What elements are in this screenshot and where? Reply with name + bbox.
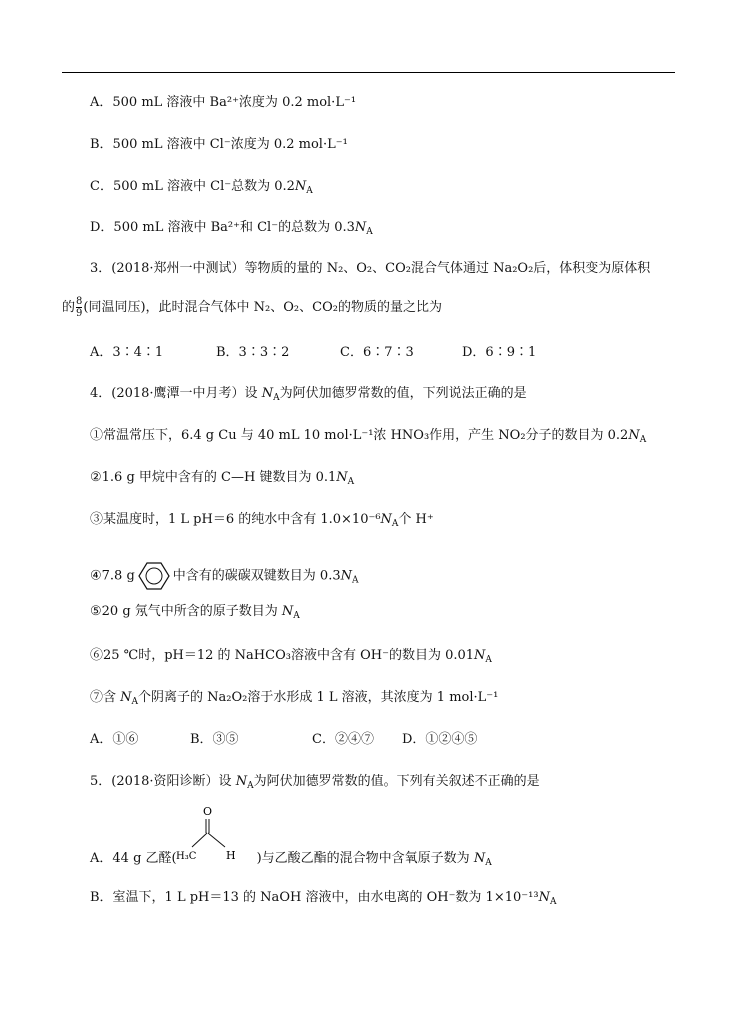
q5-option-b: B．室温下，1 L pH＝13 的 NaOH 溶液中，由水电离的 OH⁻数为 $1\times 10^{-13}N_A$ [90, 890, 557, 907]
q4-option-d: D．①②④⑤ [402, 732, 478, 747]
hydrogen-bond [208, 833, 225, 847]
q3-option-a: A．3∶4∶1 [90, 345, 164, 360]
q5-option-a: A．44 g 乙醛( )与乙酸乙酯的混合物中含氧原子数为 $N_A$ [90, 851, 492, 868]
q2-option-c: C．500 mL 溶液中 Cl⁻总数为 $0.2N_A$ [90, 179, 313, 196]
q4-statement-3: ③某温度时，1 L pH＝6 的纯水中含有 $1.0\times 10^{-6}N_A$个 H⁺ [90, 512, 434, 529]
aldehyde-h3c-label: H₃C [176, 851, 197, 862]
q2-option-a: A．500 mL 溶液中 Ba²⁺浓度为 0.2 mol·L⁻¹ [90, 95, 357, 110]
q4-statement-5: ⑤20 g 氖气中所含的原子数目为 $N_A$ [90, 604, 300, 621]
q3-option-b: B．3∶3∶2 [216, 345, 290, 360]
q2-option-d: D．500 mL 溶液中 Ba²⁺和 Cl⁻的总数为 $0.3N_A$ [90, 220, 373, 237]
q3-option-d: D．6∶9∶1 [462, 345, 537, 360]
q2-option-b: B．500 mL 溶液中 Cl⁻浓度为 0.2 mol·L⁻¹ [90, 137, 348, 152]
q4-statement-1: ①常温常压下，6.4 g Cu 与 40 mL 10 mol·L⁻¹浓 HNO₃作用，产生 NO₂分子的数目为 $0.2N_A$ [90, 428, 647, 445]
q4-stem: 4．(2018·鹰潭一中月考）设 $N_A$为阿伏加德罗常数的值，下列说法正确的是 [90, 386, 527, 403]
q3-option-c: C．6∶7∶3 [340, 345, 414, 360]
q4-statement-7: ⑦含 $N_A$个阴离子的 Na₂O₂溶于水形成 1 L 溶液，其浓度为 1 mol·L⁻¹ [90, 690, 499, 707]
aldehyde-h-label: H [226, 849, 236, 862]
q4-statement-4: ④7.8 g 中含有的碳碳双键数目为 $0.3N_A$ [90, 561, 358, 591]
q5-stem: 5．(2018·资阳诊断）设 $N_A$为阿伏加德罗常数的值。下列有关叙述不正确的是 [90, 774, 540, 791]
q4-statement-6: ⑥25 ℃时，pH＝12 的 NaHCO₃溶液中含有 OH⁻的数目为 $0.01N_A$ [90, 648, 492, 665]
q4-statement-2: ②1.6 g 甲烷中含有的 C—H 键数目为 $0.1N_A$ [90, 470, 355, 487]
q4-option-a: A．①⑥ [90, 732, 139, 747]
q3-stem-line1: 3．(2018·郑州一中测试）等物质的量的 N₂、O₂、CO₂混合气体通过 Na₂O₂后，体积变为原体积 [90, 261, 651, 276]
q3-stem-line2: 的 $\frac{8}{9}$ (同温同压)，此时混合气体中 N₂、O₂、CO₂的物质的量之比为 [62, 296, 442, 319]
q4-option-b: B．③⑤ [190, 732, 239, 747]
benzene-ring-structure [137, 561, 171, 591]
fraction-8-9: $\frac{8}{9}$ [76, 296, 83, 319]
methyl-bond [192, 833, 207, 847]
q4-option-c: C．②④⑦ [312, 732, 374, 747]
header-rule [62, 72, 675, 73]
aldehyde-oxygen-label: O [203, 805, 213, 818]
